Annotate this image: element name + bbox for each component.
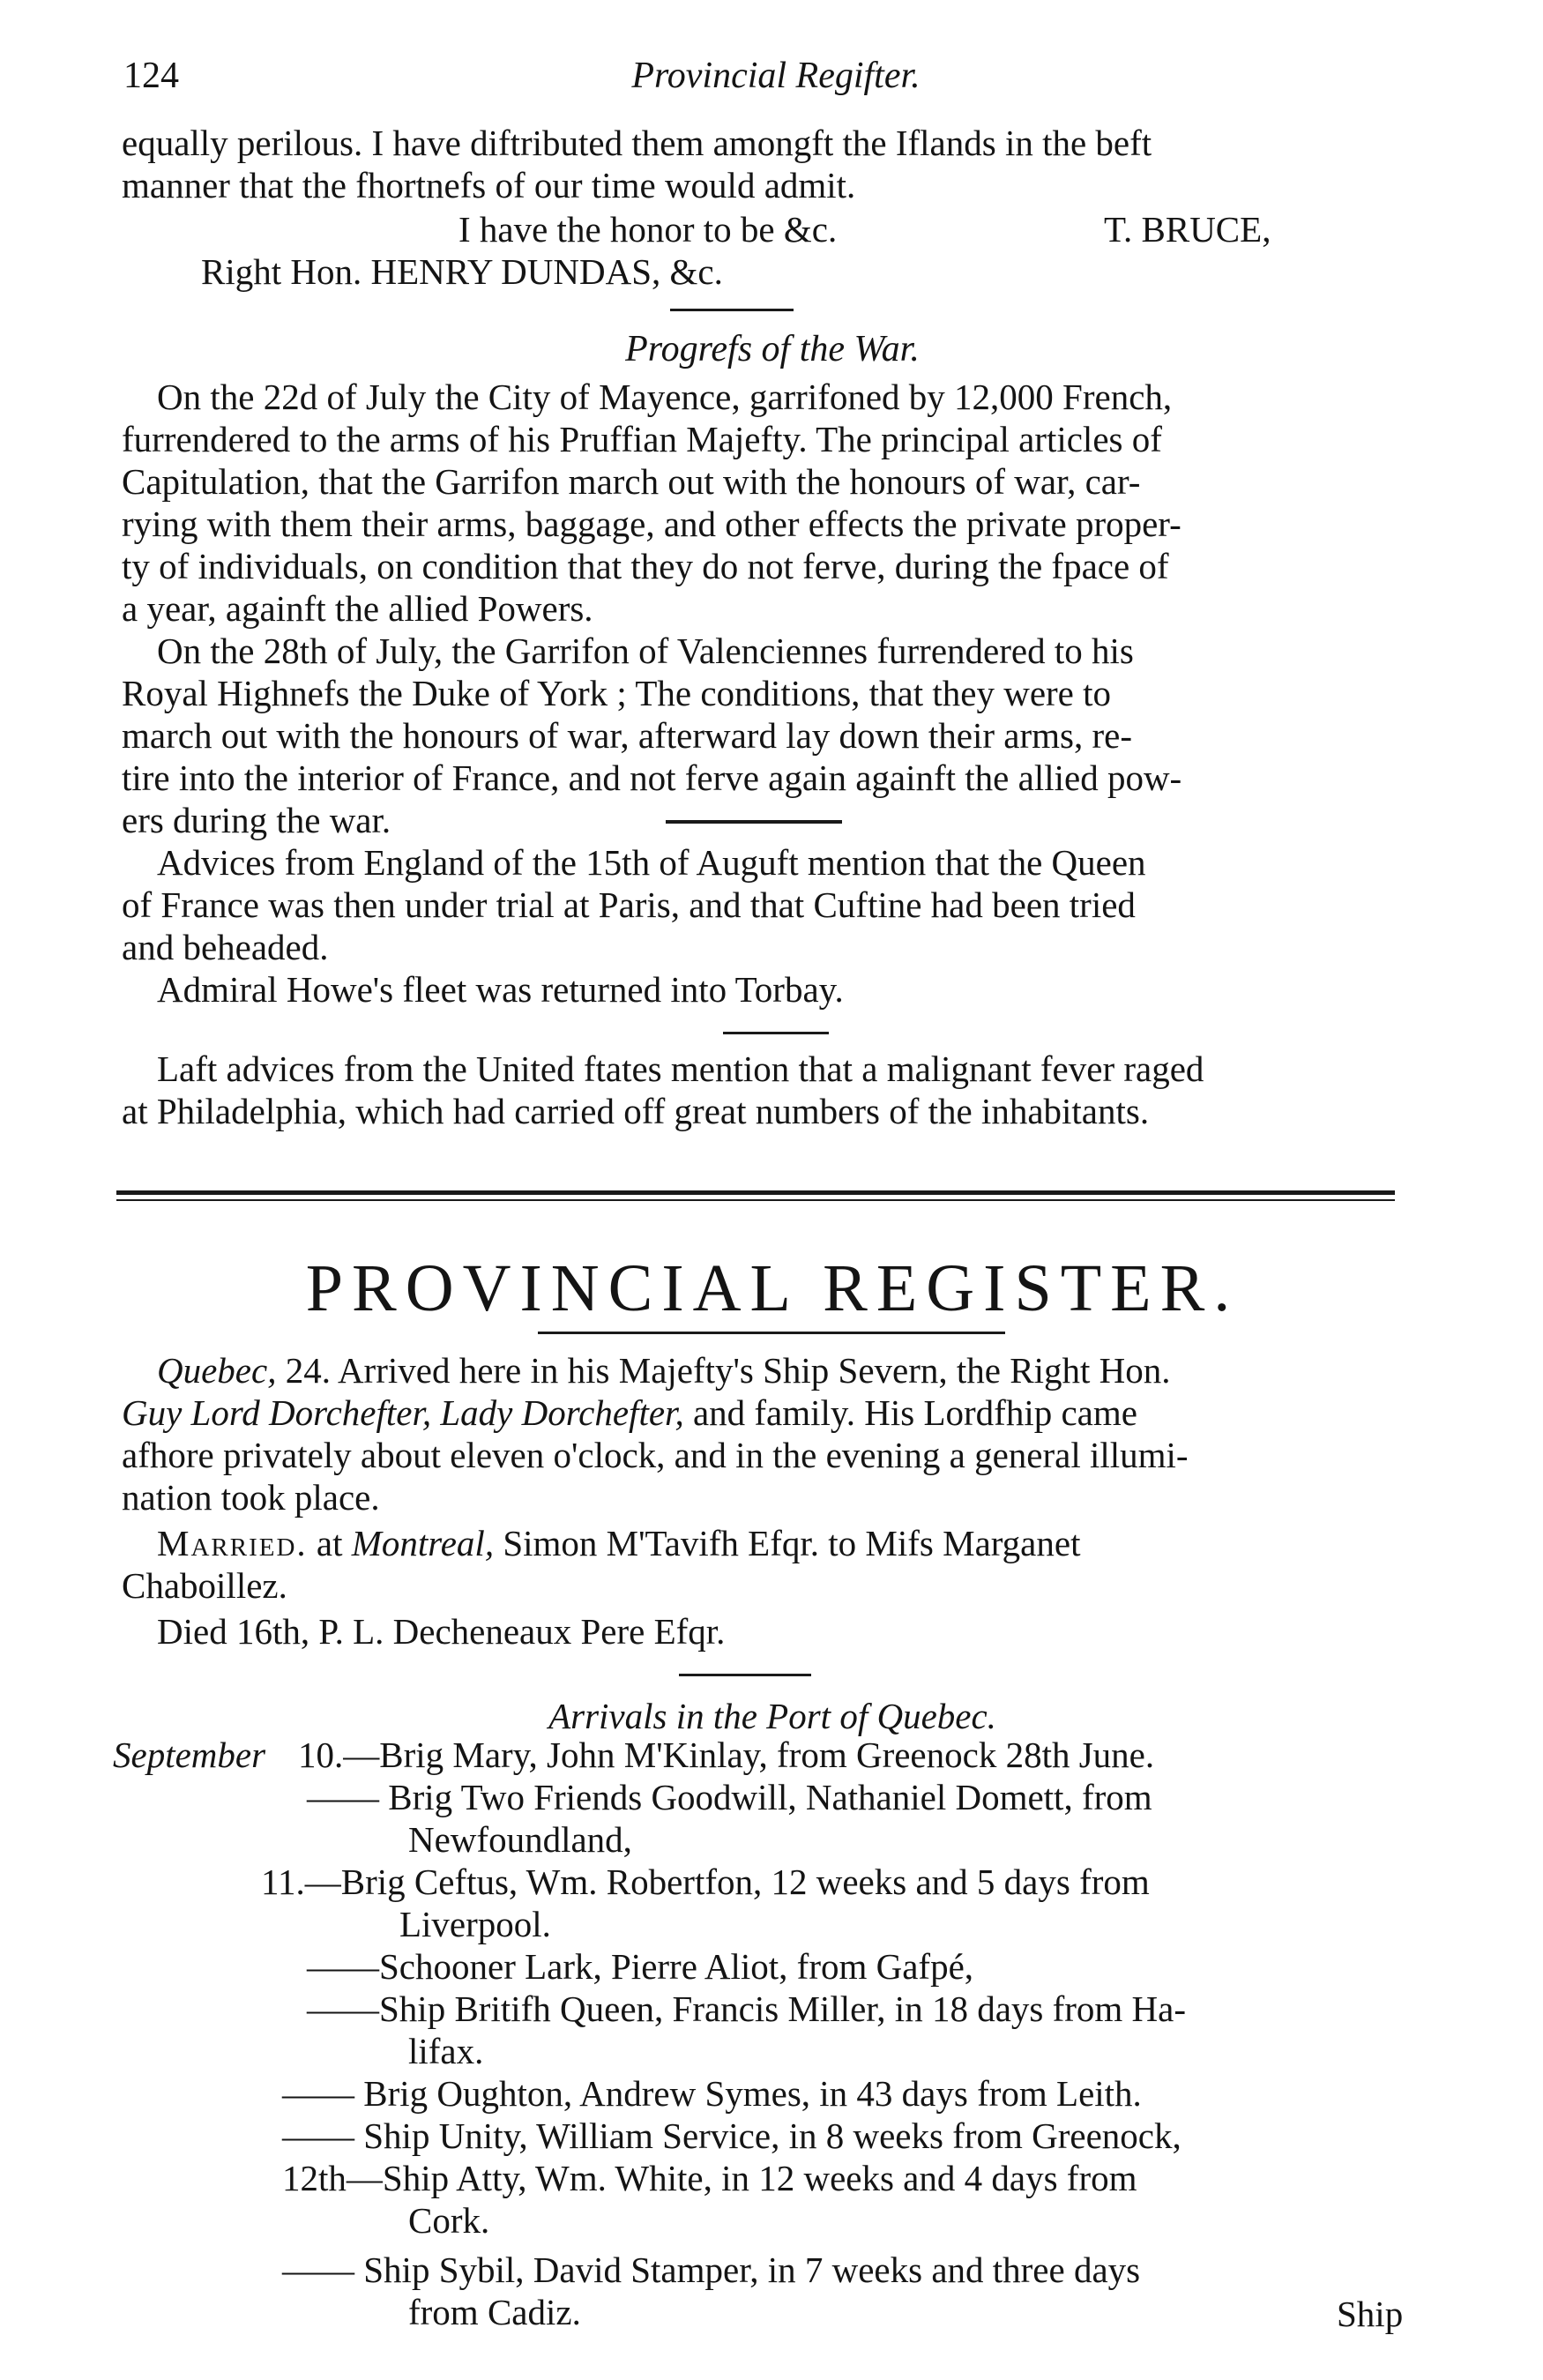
arrival-entry: Cork. bbox=[408, 2200, 490, 2241]
quebec-line bbox=[122, 1391, 1137, 1434]
letter-signature: T. BRUCE, bbox=[1104, 209, 1271, 250]
arrivals-month: September bbox=[113, 1735, 266, 1775]
arrival-entry: ——Ship Britifh Queen, Francis Miller, in 18 days from Ha- bbox=[307, 1988, 1187, 2029]
war-line: rying with them their arms, baggage, and other effects the private proper- bbox=[122, 504, 1181, 544]
quebec-text: and family. His Lordfhip came bbox=[683, 1392, 1137, 1433]
arrival-entry: —— Ship Unity, William Service, in 8 weeks from Greenock, bbox=[282, 2115, 1181, 2156]
quebec-place: Quebec, bbox=[157, 1350, 277, 1391]
section-rule-top bbox=[116, 1190, 1395, 1195]
arrival-entry: —— Brig Two Friends Goodwill, Nathaniel Domett, from bbox=[307, 1777, 1152, 1817]
war-line: Admiral Howe's fleet was returned into Torbay. bbox=[157, 969, 844, 1010]
catchword: Ship bbox=[1337, 2294, 1404, 2334]
war-line: furrendered to the arms of his Pruffian Majefty. The principal articles of bbox=[122, 419, 1162, 459]
short-divider bbox=[723, 1032, 829, 1034]
short-divider bbox=[666, 820, 842, 824]
title-underline bbox=[538, 1332, 1005, 1334]
war-line: ers during the war. bbox=[122, 800, 391, 840]
war-line: Laft advices from the United ftates mention that a malignant fever raged bbox=[157, 1048, 1204, 1089]
war-line: of France was then under trial at Paris, and that Cuftine had been tried bbox=[122, 884, 1136, 925]
war-line: and beheaded. bbox=[122, 927, 329, 967]
section-rule-bottom bbox=[116, 1199, 1395, 1201]
war-line: tire into the interior of France, and not ferve again againft the allied pow- bbox=[122, 757, 1182, 798]
running-title: Provincial Regifter. bbox=[631, 56, 921, 96]
arrival-entry: lifax. bbox=[408, 2031, 484, 2071]
married-label: Married. bbox=[157, 1523, 308, 1563]
letter-closing: I have the honor to be &c. bbox=[458, 209, 838, 250]
war-line: On the 28th of July, the Garrifon of Valenciennes furrendered to his bbox=[157, 630, 1134, 671]
war-line: ty of individuals, on condition that they do not ferve, during the fpace of bbox=[122, 546, 1169, 586]
running-head bbox=[123, 55, 1428, 108]
married-at: at bbox=[307, 1523, 352, 1563]
war-line: Advices from England of the 15th of Auguft mention that the Queen bbox=[157, 842, 1146, 883]
died-line: Died 16th, P. L. Decheneaux Pere Efqr. bbox=[157, 1611, 726, 1652]
short-divider bbox=[670, 309, 794, 311]
arrival-entry: Newfoundland, bbox=[408, 1819, 632, 1860]
quebec-text: 24. Arrived here in his Majefty's Ship Severn, the Right Hon. bbox=[276, 1350, 1171, 1391]
arrivals-title: Arrivals in the Port of Quebec. bbox=[548, 1696, 996, 1736]
war-line: a year, againft the allied Powers. bbox=[122, 588, 593, 629]
war-line: Royal Highnefs the Duke of York ; The conditions, that they were to bbox=[122, 673, 1112, 713]
arrival-entry: ——Schooner Lark, Pierre Aliot, from Gafpé, bbox=[307, 1946, 974, 1987]
arrival-entry: Liverpool. bbox=[399, 1904, 551, 1944]
married-text: Simon M'Tavifh Efqr. to Mifs Marganet bbox=[494, 1523, 1081, 1563]
arrival-entry: from Cadiz. bbox=[408, 2292, 581, 2332]
war-line: On the 22d of July the City of Mayence, garrifoned by 12,000 French, bbox=[157, 377, 1173, 417]
quebec-line: nation took place. bbox=[122, 1477, 380, 1518]
married-place: Montreal, bbox=[351, 1523, 495, 1563]
letter-line: equally perilous. I have diftributed them amongft the Iflands in the beft bbox=[122, 123, 1152, 163]
quebec-line bbox=[157, 1349, 1170, 1391]
letter-addressee: Right Hon. HENRY DUNDAS, &c. bbox=[201, 251, 723, 292]
short-divider bbox=[679, 1674, 811, 1676]
page-number: 124 bbox=[123, 56, 179, 96]
section-title-war: Progrefs of the War. bbox=[625, 329, 920, 369]
letter-line: manner that the fhortnefs of our time would admit. bbox=[122, 165, 856, 205]
war-line: Capitulation, that the Garrifon march out with the honours of war, car- bbox=[122, 461, 1141, 502]
married-line: Chaboillez. bbox=[122, 1565, 287, 1606]
register-title: PROVINCIAL REGISTER. bbox=[305, 1251, 1240, 1325]
war-line: at Philadelphia, which had carried off great numbers of the inhabitants. bbox=[122, 1091, 1150, 1131]
arrival-entry: 11.—Brig Ceftus, Wm. Robertfon, 12 weeks and 5 days from bbox=[261, 1861, 1150, 1902]
war-line: march out with the honours of war, afterward lay down their arms, re- bbox=[122, 715, 1132, 756]
arrival-entry: —— Brig Oughton, Andrew Symes, in 43 days from Leith. bbox=[282, 2073, 1142, 2114]
quebec-line: afhore privately about eleven o'clock, and in the evening a general illumi- bbox=[122, 1435, 1189, 1475]
married-line bbox=[157, 1522, 1080, 1564]
arrival-entry: 10.—Brig Mary, John M'Kinlay, from Greenock 28th June. bbox=[298, 1735, 1155, 1775]
arrival-entry: 12th—Ship Atty, Wm. White, in 12 weeks and 4 days from bbox=[282, 2158, 1137, 2198]
quebec-persons: Guy Lord Dorchefter, Lady Dorchefter, bbox=[122, 1392, 684, 1433]
arrival-entry: —— Ship Sybil, David Stamper, in 7 weeks and three days bbox=[282, 2249, 1141, 2290]
